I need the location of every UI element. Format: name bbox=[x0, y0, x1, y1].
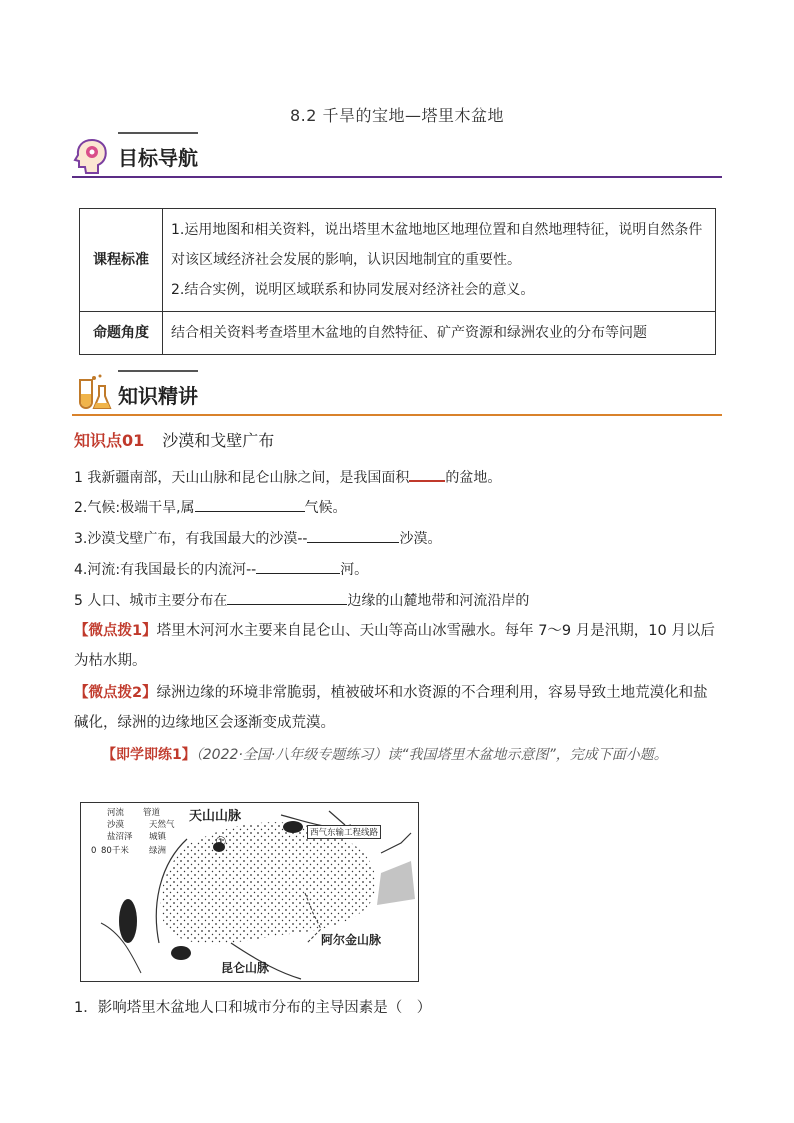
tip-label: 【微点拨2】 bbox=[74, 685, 157, 701]
kunlun-label: 昆仑山脉 bbox=[221, 961, 270, 975]
knowledge-point-heading bbox=[74, 428, 274, 451]
knowledge-point-label: 知识点01 bbox=[74, 431, 145, 450]
oasis bbox=[283, 821, 303, 833]
altun-label: 阿尔金山脉 bbox=[321, 933, 382, 947]
knowledge-point-title: 沙漠和戈壁广布 bbox=[162, 431, 275, 450]
standard-item-2: 2.结合实例，说明区域联系和协同发展对经济社会的意义。 bbox=[171, 282, 535, 298]
tip-text: 绿洲边缘的环境非常脆弱，植被破坏和水资源的不合理利用，容易导致土地荒漠化和盐碱化，绿洲的边缘地区会逐渐变成荒漠。 bbox=[74, 685, 708, 731]
desert-area bbox=[161, 822, 376, 944]
tip-1 bbox=[74, 616, 720, 676]
practice-prompt bbox=[74, 740, 720, 770]
answer-blank[interactable] bbox=[409, 466, 445, 482]
answer-blank[interactable] bbox=[195, 497, 305, 512]
practice-label: 【即学即练1】 bbox=[102, 747, 196, 763]
section-header-goals bbox=[72, 132, 722, 178]
tip-text: 塔里木河河水主要来自昆仑山、天山等高山冰雪融水。每年 7～9 月是汛期，10 月以后为枯水期。 bbox=[74, 623, 715, 669]
oasis bbox=[171, 946, 191, 960]
head-brain-icon bbox=[72, 136, 112, 176]
fill-line-5: 5 人口、城市主要分布在 边缘的山麓地带和河流沿岸的 bbox=[74, 590, 529, 610]
section-header-knowledge bbox=[72, 370, 722, 416]
tip-2 bbox=[74, 678, 720, 738]
tianshan-label: 天山山脉 bbox=[189, 809, 242, 824]
practice-source: （2022·全国·八年级专题练习） bbox=[195, 747, 388, 763]
lab-flask-icon bbox=[72, 372, 112, 414]
fill-line-4: 4.河流:有我国最长的内流河-- 河。 bbox=[74, 559, 368, 579]
answer-blank[interactable] bbox=[256, 559, 340, 574]
curriculum-standards-table bbox=[79, 208, 716, 355]
table-row bbox=[80, 312, 716, 355]
table-cell bbox=[163, 209, 716, 312]
table-cell: 结合相关资料考查塔里木盆地的自然特征、矿产资源和绿洲农业的分布等问题 bbox=[163, 312, 716, 355]
map-legend: 河流 管道 沙漠 天然气 盐沼泽 城镇 0 80千米 绿洲 bbox=[91, 808, 175, 856]
answer-blank[interactable] bbox=[227, 590, 347, 605]
question-1: 1．影响塔里木盆地人口和城市分布的主导因素是（ ） bbox=[74, 1000, 432, 1016]
answer-blank[interactable] bbox=[307, 528, 399, 543]
table-header-cell: 命题角度 bbox=[80, 312, 163, 355]
section-title: 知识精讲 bbox=[118, 384, 198, 408]
tarim-basin-map bbox=[80, 802, 419, 982]
pipeline-label: 西气东输工程线路 bbox=[307, 825, 381, 839]
practice-text: 读“我国塔里木盆地示意图”，完成下面小题。 bbox=[387, 747, 668, 763]
tip-label: 【微点拨1】 bbox=[74, 623, 157, 639]
section-title: 目标导航 bbox=[118, 146, 198, 170]
document-title: 8.2 千旱的宝地—塔里木盆地 bbox=[289, 106, 505, 125]
location-marker: ① bbox=[215, 835, 227, 850]
standard-item-1: 1.运用地图和相关资料，说出塔里木盆地地区地理位置和自然地理特征，说明自然条件对该区域经济社会发展的影响，认识因地制宜的重要性。 bbox=[171, 222, 703, 268]
table-row bbox=[80, 209, 716, 312]
table-header-cell: 课程标准 bbox=[80, 209, 163, 312]
fill-line-1: 1 我新疆南部，天山山脉和昆仑山脉之间，是我国面积 的盆地。 bbox=[74, 466, 501, 487]
fill-line-2: 2.气候:极端干旱,属 气候。 bbox=[74, 497, 347, 517]
fill-line-3: 3.沙漠戈壁广布，有我国最大的沙漠-- 沙漠。 bbox=[74, 528, 441, 548]
oasis bbox=[119, 899, 137, 943]
